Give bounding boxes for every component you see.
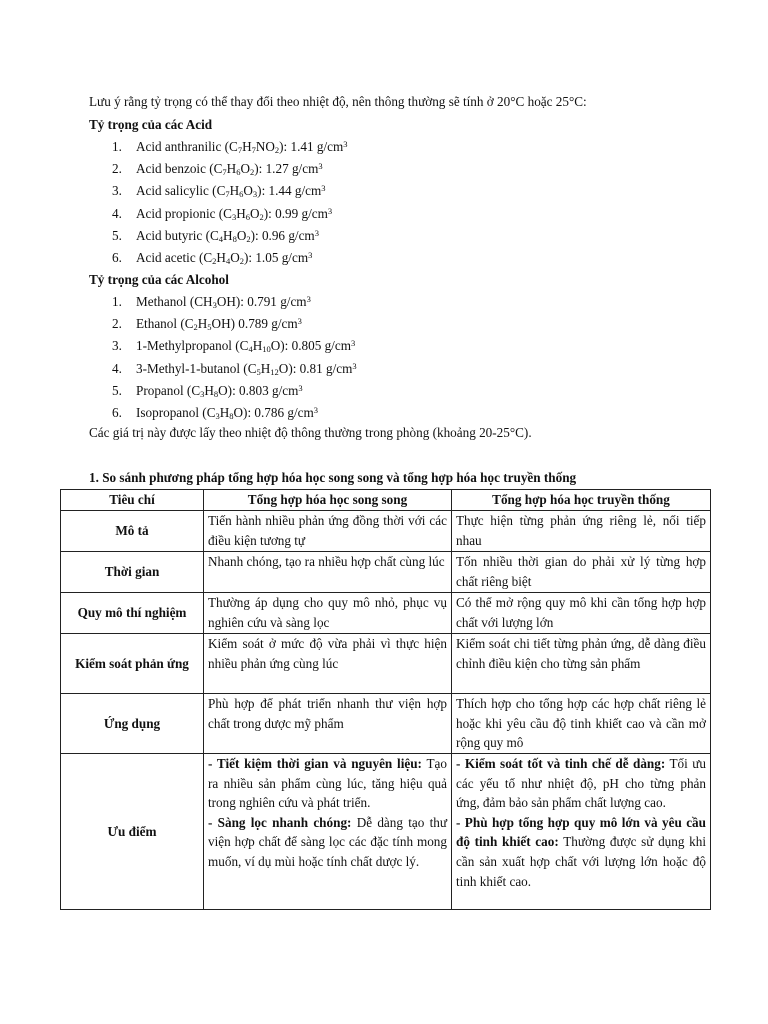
formula-text: O xyxy=(243,183,253,199)
formula-subscript: 8 xyxy=(229,411,234,421)
list-number: 1. xyxy=(112,139,122,154)
formula-text: H xyxy=(236,205,246,221)
advantage-title: - Sàng lọc nhanh chóng: xyxy=(208,814,352,830)
table-row xyxy=(61,511,711,552)
advantage-title: - Tiết kiệm thời gian và nguyên liệu: xyxy=(208,756,422,771)
list-item xyxy=(112,250,312,266)
traditional-cell: Có thể mở rộng quy mô khi cần tổng hợp hợp chất với lượng lớn xyxy=(452,593,711,634)
list-number: 4. xyxy=(112,360,122,376)
list-item xyxy=(112,228,319,244)
chemical-formula xyxy=(207,405,243,420)
formula-text: O xyxy=(278,360,289,376)
formula-text: H xyxy=(216,250,226,265)
list-number: 1. xyxy=(112,294,122,309)
list-item xyxy=(112,183,326,199)
header-traditional: Tổng hợp hóa học truyền thống xyxy=(452,490,711,511)
formula-subscript: 3 xyxy=(212,300,217,310)
unit-exponent: 3 xyxy=(298,382,303,393)
formula-text: C xyxy=(216,183,226,199)
formula-subscript: 6 xyxy=(239,189,244,200)
traditional-advantages-cell xyxy=(452,754,711,910)
compound-name: Isopropanol ( xyxy=(136,405,207,420)
list-number: 2. xyxy=(112,161,122,177)
formula-subscript: 5 xyxy=(256,366,261,377)
chemical-formula xyxy=(194,294,236,309)
compound-name: Propanol ( xyxy=(136,382,192,398)
formula-subscript: 4 xyxy=(248,344,253,355)
intro-note: Lưu ý rằng tỷ trọng có thể thay đổi theo nhiệt độ, nên thông thường sẽ tính ở 20°C hoặc 25°C: xyxy=(89,94,587,109)
parallel-advantages-cell xyxy=(204,754,452,910)
list-item xyxy=(112,361,357,377)
compound-name: Acid benzoic ( xyxy=(136,161,214,177)
formula-subscript: 2 xyxy=(249,167,255,178)
list-number: 5. xyxy=(112,227,122,243)
parallel-cell: Tiến hành nhiều phản ứng đồng thời với các điều kiện tương tự xyxy=(204,511,452,552)
formula-subscript: 4 xyxy=(225,256,231,266)
criterion-cell: Quy mô thí nghiệm xyxy=(61,593,204,634)
table-row xyxy=(61,593,711,634)
list-item xyxy=(112,316,302,332)
list-item xyxy=(112,139,348,155)
advantage-text: Thường được sử dụng khi cần sản xuất hợp chất với lượng lớn hoặc độ tinh khiết cao. xyxy=(456,834,707,889)
list-item xyxy=(112,161,323,177)
chemical-formula xyxy=(210,228,251,243)
density-value: ): 1.05 g/cm xyxy=(243,250,309,265)
density-value: ): 1.27 g/cm xyxy=(254,161,319,177)
compound-name: Ethanol ( xyxy=(136,316,185,332)
formula-text: H xyxy=(197,316,208,332)
list-item xyxy=(112,383,303,399)
formula-text: H xyxy=(260,360,271,376)
chemical-formula xyxy=(185,316,231,331)
header-criterion: Tiêu chí xyxy=(61,490,204,511)
formula-text: C xyxy=(247,360,257,376)
traditional-cell: Thích hợp cho tổng hợp các hợp chất riêng lẻ hoặc khi yêu cầu độ tinh khiết cao và cần mở rộng quy mô xyxy=(452,694,711,754)
advantage-text: Dễ dàng tạo thư viện hợp chất để sàng lọc các đặc tính mong muốn, ví dụ mùi hoặc tính chất dược lý. xyxy=(208,814,448,869)
unit-exponent: 3 xyxy=(314,227,319,238)
traditional-cell: Kiểm soát chi tiết từng phản ứng, dễ dàng điều chỉnh điều kiện cho từng sản phẩm xyxy=(452,634,711,694)
compound-name: Acid butyric ( xyxy=(136,227,210,243)
formula-subscript: 3 xyxy=(252,189,258,200)
formula-subscript: 2 xyxy=(239,256,244,266)
table-row xyxy=(61,552,711,593)
compound-name: Acid acetic ( xyxy=(136,250,204,265)
table-row xyxy=(61,694,711,754)
comparison-table xyxy=(60,489,711,910)
unit-exponent: 3 xyxy=(343,139,348,149)
compound-name: 1-Methylpropanol ( xyxy=(136,338,240,354)
header-parallel: Tổng hợp hóa học song song xyxy=(204,490,452,511)
criterion-cell: Kiểm soát phản ứng xyxy=(61,634,204,694)
formula-text: O xyxy=(233,405,244,420)
advantage-title: - Kiểm soát tốt và tinh chế dễ dàng: xyxy=(456,756,666,771)
criterion-cell: Mô tả xyxy=(61,511,204,552)
compound-name: 3-Methyl-1-butanol ( xyxy=(136,360,248,376)
formula-subscript: 8 xyxy=(232,233,237,244)
unit-exponent: 3 xyxy=(321,183,326,194)
formula-subscript: 7 xyxy=(237,145,243,155)
formula-subscript: 7 xyxy=(225,189,230,200)
formula-subscript: 7 xyxy=(251,145,256,155)
compound-name: Acid salicylic ( xyxy=(136,183,217,199)
formula-text: H xyxy=(229,183,240,199)
chemical-formula xyxy=(191,383,227,398)
unit-exponent: 3 xyxy=(350,338,356,349)
parallel-cell: Nhanh chóng, tạo ra nhiều hợp chất cùng lúc xyxy=(204,552,452,593)
formula-subscript: 8 xyxy=(213,388,219,399)
formula-text: NO xyxy=(255,139,275,154)
parallel-cell: Kiểm soát ở mức độ vừa phải vì thực hiện nhiều phản ứng cùng lúc xyxy=(204,634,452,694)
formula-text: C xyxy=(213,161,223,177)
formula-subscript: 3 xyxy=(231,211,237,222)
chemical-formula xyxy=(223,206,264,221)
parallel-cell: Thường áp dụng cho quy mô nhỏ, phục vụ nghiên cứu và sàng lọc xyxy=(204,593,452,634)
formula-text: H xyxy=(204,382,214,398)
formula-text: C xyxy=(203,250,213,265)
alcohols-heading: Tỷ trọng của các Alcohol xyxy=(89,272,229,287)
list-number: 6. xyxy=(112,250,122,265)
chemical-formula xyxy=(240,338,281,353)
formula-text: C xyxy=(184,316,194,332)
formula-subscript: 2 xyxy=(274,145,280,155)
list-number: 6. xyxy=(112,405,122,420)
density-value: ): 0.99 g/cm xyxy=(263,205,328,221)
formula-text: H xyxy=(219,405,230,420)
advantage-text: Tạo ra nhiều sản phẩm cùng lúc, tăng hiệu quả trong nghiên cứu và phát triển. xyxy=(208,756,447,811)
formula-text: O xyxy=(230,250,240,265)
density-value: ): 0.96 g/cm xyxy=(250,227,315,243)
formula-subscript: 3 xyxy=(215,411,220,421)
formula-subscript: 2 xyxy=(212,256,217,266)
list-number: 2. xyxy=(112,316,122,332)
formula-text: C xyxy=(206,405,216,420)
chemical-formula xyxy=(217,183,258,198)
table-row xyxy=(61,634,711,694)
table-row xyxy=(61,754,711,910)
chemical-formula xyxy=(229,139,279,154)
formula-text: C xyxy=(209,227,219,243)
formula-text: O xyxy=(270,338,281,354)
formula-text: OH xyxy=(211,316,231,332)
formula-subscript: 2 xyxy=(259,211,264,222)
unit-exponent: 3 xyxy=(352,360,357,371)
advantage-text: Tối ưu các yếu tố như nhiệt độ, pH cho từng phản ứng, đảm bảo sản phẩm chất lượng cao. xyxy=(456,756,706,811)
outro-note: Các giá trị này được lấy theo nhiệt độ thông thường trong phòng (khoảng 20-25°C). xyxy=(89,425,532,440)
section-title: 1. So sánh phương pháp tổng hợp hóa học song song và tổng hợp hóa học truyền thống xyxy=(89,470,577,485)
density-value: ): 0.803 g/cm xyxy=(227,382,299,398)
density-value: ): 0.81 g/cm xyxy=(288,360,353,376)
traditional-cell: Tốn nhiều thời gian do phải xử lý từng hợp chất riêng biệt xyxy=(452,552,711,593)
density-value: ): 0.791 g/cm xyxy=(235,294,307,309)
formula-subscript: 6 xyxy=(245,211,250,222)
criterion-cell: Ưu điểm xyxy=(61,754,204,910)
compound-name: Acid anthranilic ( xyxy=(136,139,230,154)
formula-subscript: 5 xyxy=(207,322,212,333)
traditional-cell: Thực hiện từng phản ứng riêng lẻ, nối tiếp nhau xyxy=(452,511,711,552)
acids-heading: Tỷ trọng của các Acid xyxy=(89,117,213,132)
density-value: ): 0.786 g/cm xyxy=(243,405,314,420)
list-number: 4. xyxy=(112,205,122,221)
formula-subscript: 10 xyxy=(262,344,271,355)
unit-exponent: 3 xyxy=(313,405,318,415)
unit-exponent: 3 xyxy=(308,250,313,260)
chemical-formula xyxy=(248,361,289,376)
formula-text: H xyxy=(226,161,237,177)
list-number: 3. xyxy=(112,338,122,354)
list-item xyxy=(112,405,318,421)
formula-text: H xyxy=(252,338,263,354)
compound-name: Acid propionic ( xyxy=(136,205,224,221)
formula-text: OH xyxy=(216,294,236,309)
formula-text: O xyxy=(240,161,250,177)
density-value: ): 1.44 g/cm xyxy=(257,183,322,199)
density-value: ): 1.41 g/cm xyxy=(279,139,344,154)
formula-text: CH xyxy=(194,294,213,309)
list-item xyxy=(112,338,355,354)
formula-subscript: 4 xyxy=(218,233,224,244)
chemical-formula xyxy=(203,250,244,265)
list-item xyxy=(112,294,311,310)
formula-subscript: 2 xyxy=(193,322,198,333)
density-value: ): 0.805 g/cm xyxy=(280,338,351,354)
advantage-title: - Phù hợp tổng hợp quy mô lớn và yêu cầu độ tinh khiết cao: xyxy=(456,814,706,850)
unit-exponent: 3 xyxy=(318,161,323,172)
unit-exponent: 3 xyxy=(327,205,333,216)
formula-text: O xyxy=(218,382,228,398)
formula-text: O xyxy=(250,205,260,221)
formula-text: C xyxy=(239,338,249,354)
criterion-cell: Thời gian xyxy=(61,552,204,593)
formula-text: H xyxy=(242,139,252,154)
formula-subscript: 3 xyxy=(200,388,205,399)
chemical-formula xyxy=(214,161,255,176)
unit-exponent: 3 xyxy=(306,294,311,304)
formula-subscript: 12 xyxy=(270,366,279,377)
compound-name: Methanol ( xyxy=(136,294,195,309)
table-header-row xyxy=(61,490,711,511)
formula-text: O xyxy=(236,227,247,243)
formula-text: H xyxy=(223,227,233,243)
density-value: ) 0.789 g/cm xyxy=(230,316,298,332)
formula-subscript: 7 xyxy=(222,167,227,178)
formula-text: C xyxy=(229,139,238,154)
unit-exponent: 3 xyxy=(297,316,302,327)
list-number: 3. xyxy=(112,183,122,199)
list-item xyxy=(112,206,332,222)
criterion-cell: Ứng dụng xyxy=(61,694,204,754)
formula-subscript: 2 xyxy=(246,233,251,244)
parallel-cell: Phù hợp để phát triển nhanh thư viện hợp chất trong dược mỹ phẩm xyxy=(204,694,452,754)
formula-subscript: 6 xyxy=(236,167,241,178)
list-number: 5. xyxy=(112,382,122,398)
formula-text: C xyxy=(191,382,201,398)
formula-text: C xyxy=(223,205,232,221)
